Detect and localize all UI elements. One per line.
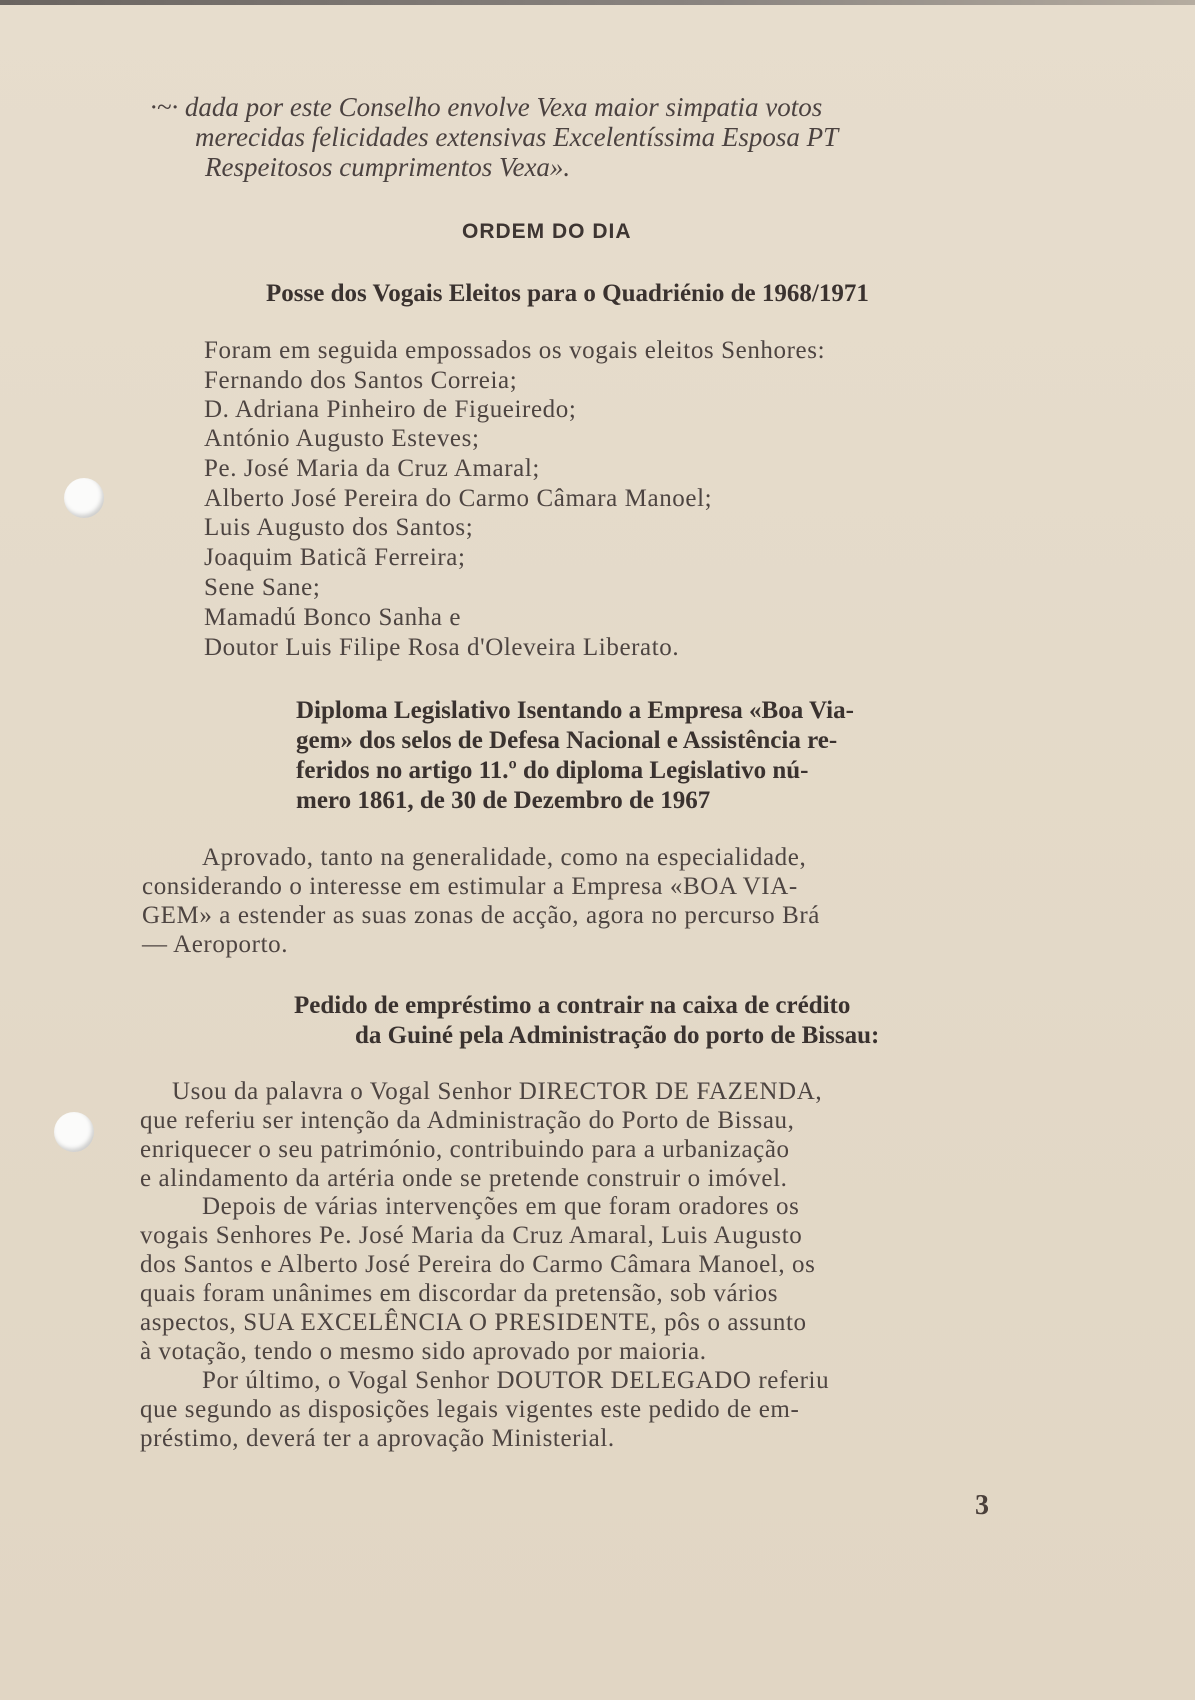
section-title-line: mero 1861, de 30 de Dezembro de 1967 — [296, 787, 711, 814]
body-line: préstimo, deverá ter a aprovação Ministerial. — [140, 1425, 615, 1452]
body-line: Doutor Luis Filipe Rosa d'Oleveira Liberato. — [204, 634, 680, 661]
body-line: aspectos, SUA EXCELÊNCIA O PRESIDENTE, pôs o assunto — [140, 1309, 807, 1336]
body-line: Sene Sane; — [204, 574, 321, 601]
body-line: — Aeroporto. — [142, 931, 289, 958]
body-line: e alindamento da artéria onde se pretende construir o imóvel. — [140, 1165, 788, 1192]
section-title-line: feridos no artigo 11.º do diploma Legislativo nú- — [296, 757, 809, 784]
body-line: Por último, o Vogal Senhor DOUTOR DELEGADO referiu — [202, 1367, 830, 1394]
body-line: Pe. José Maria da Cruz Amaral; — [204, 455, 540, 482]
body-line: D. Adriana Pinheiro de Figueiredo; — [204, 396, 577, 423]
section-title-line: Pedido de empréstimo a contrair na caixa de crédito — [294, 992, 851, 1019]
body-line: enriquecer o seu património, contribuindo para a urbanização — [140, 1136, 790, 1163]
body-line: Fernando dos Santos Correia; — [204, 367, 518, 394]
body-line: dos Santos e Alberto José Pereira do Carmo Câmara Manoel, os — [140, 1251, 816, 1278]
body-line: GEM» a estender as suas zonas de acção, agora no percurso Brá — [142, 902, 821, 929]
agenda-heading: ORDEM DO DIA — [462, 220, 632, 243]
body-line: quais foram unânimes em discordar da pretensão, sob vários — [140, 1280, 779, 1307]
intro-line: Respeitosos cumprimentos Vexa». — [205, 152, 571, 182]
body-line: Alberto José Pereira do Carmo Câmara Manoel; — [204, 485, 713, 512]
page-number: 3 — [975, 1490, 989, 1521]
body-line: à votação, tendo o mesmo sido aprovado por maioria. — [140, 1338, 707, 1365]
body-line: António Augusto Esteves; — [204, 425, 480, 452]
body-line: Aprovado, tanto na generalidade, como na especialidade, — [202, 844, 807, 871]
body-line: Depois de várias intervenções em que foram oradores os — [202, 1193, 800, 1220]
punch-hole-bottom — [54, 1112, 94, 1152]
body-line: Luis Augusto dos Santos; — [204, 514, 474, 541]
intro-line: merecidas felicidades extensivas Excelentíssima Esposa PT — [195, 122, 839, 152]
section-title: Posse dos Vogais Eleitos para o Quadriénio de 1968/1971 — [266, 280, 869, 307]
page-top-edge — [0, 0, 1195, 5]
punch-hole-top — [64, 478, 104, 518]
body-line: Mamadú Bonco Sanha e — [204, 604, 462, 631]
body-line: Joaquim Baticã Ferreira; — [204, 544, 466, 571]
body-line: Foram em seguida empossados os vogais eleitos Senhores: — [204, 337, 826, 364]
section-title-line: Diploma Legislativo Isentando a Empresa «Boa Via- — [296, 697, 854, 724]
body-line: considerando o interesse em estimular a Empresa «BOA VIA- — [142, 873, 798, 900]
body-line: que referiu ser intenção da Administração do Porto de Bissau, — [140, 1107, 795, 1134]
section-title-line: gem» dos selos de Defesa Nacional e Assistência re- — [296, 727, 838, 754]
body-line: Usou da palavra o Vogal Senhor DIRECTOR DE FAZENDA, — [172, 1078, 823, 1105]
intro-line: ·~· dada por este Conselho envolve Vexa maior simpatia votos — [150, 92, 823, 122]
body-line: que segundo as disposições legais vigentes este pedido de em- — [140, 1396, 800, 1423]
section-title-line: da Guiné pela Administração do porto de Bissau: — [355, 1022, 880, 1049]
body-line: vogais Senhores Pe. José Maria da Cruz Amaral, Luis Augusto — [140, 1222, 803, 1249]
